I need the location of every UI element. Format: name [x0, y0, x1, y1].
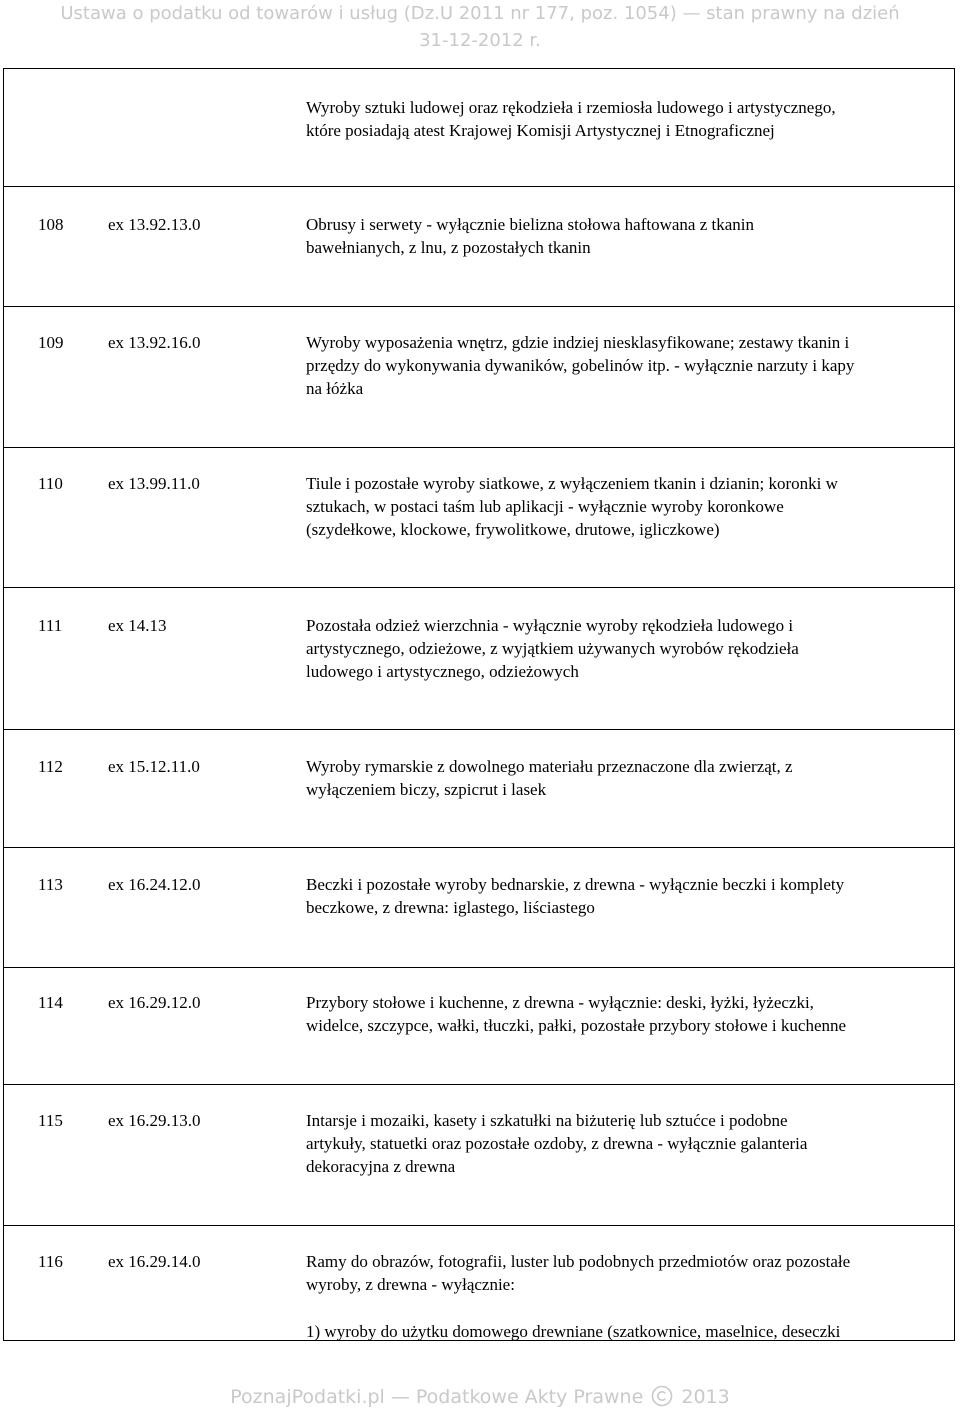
vat-table	[3, 68, 955, 1341]
row-code: ex 16.24.12.0	[108, 875, 201, 894]
row-code: ex 13.99.11.0	[108, 474, 200, 493]
row-code: ex 13.92.16.0	[108, 333, 201, 352]
row-number: 111	[38, 616, 63, 635]
document-header	[0, 0, 960, 54]
row-description: Beczki i pozostałe wyroby bednarskie, z drewna - wyłącznie beczki i komplety beczkowe, z drewna: iglastego, liściastego	[306, 875, 845, 917]
row-code: ex 16.29.14.0	[108, 1252, 201, 1271]
row-divider	[4, 1084, 954, 1085]
row-description: Intarsje i mozaiki, kasety i szkatułki na biżuterię lub sztućce i podobne artykuły, statuetki oraz pozostałe ozdoby, z drewna - wyłącznie galanteria dekoracyjna z drewna	[306, 1111, 808, 1176]
copyright-icon	[651, 1385, 673, 1407]
row-description: Wyroby rymarskie z dowolnego materiału przeznaczone dla zwierząt, z wyłączeniem biczy, szpicrut i lasek	[306, 757, 793, 799]
row-code: ex 13.92.13.0	[108, 215, 201, 234]
header-line-2: 31-12-2012 r.	[419, 30, 541, 51]
row-description: Obrusy i serwety - wyłącznie bielizna stołowa haftowana z tkanin bawełnianych, z lnu, z pozostałych tkanin	[306, 215, 754, 257]
row-divider	[4, 447, 954, 448]
row-divider	[4, 186, 954, 187]
row-number: 112	[38, 757, 63, 776]
footer-source: PoznajPodatki.pl — Podatkowe Akty Prawne	[230, 1386, 644, 1408]
row-description: Wyroby sztuki ludowej oraz rękodzieła i rzemiosła ludowego i artystycznego, które posiadają atest Krajowej Komisji Artystycznej i Etnograficznej	[306, 98, 836, 140]
row-divider	[4, 967, 954, 968]
row-divider	[4, 1225, 954, 1226]
row-extra-line: 1) wyroby do użytku domowego drewniane (szatkownice, maselnice, deseczki	[306, 1322, 841, 1341]
row-divider	[4, 306, 954, 307]
row-number: 108	[38, 215, 64, 234]
row-divider	[4, 587, 954, 588]
row-number: 115	[38, 1111, 63, 1130]
row-description: Przybory stołowe i kuchenne, z drewna - wyłącznie: deski, łyżki, łyżeczki, widelce, szczypce, wałki, tłuczki, pałki, pozostałe przybory stołowe i kuchenne	[306, 993, 847, 1035]
row-number: 110	[38, 474, 63, 493]
footer-year: 2013	[681, 1386, 730, 1408]
row-description: Pozostała odzież wierzchnia - wyłącznie wyroby rękodzieła ludowego i artystycznego, odzieżowe, z wyjątkiem używanych wyrobów rękodzieła ludowego i artystycznego, odzieżowych	[306, 616, 799, 681]
row-divider	[4, 729, 954, 730]
row-number: 116	[38, 1252, 63, 1271]
row-description: Tiule i pozostałe wyroby siatkowe, z wyłączeniem tkanin i dzianin; koronki w sztukach, w postaci taśm lub aplikacji - wyłącznie wyroby koronkowe (szydełkowe, klockowe, frywolitkowe, drutowe, igliczkowe)	[306, 474, 838, 539]
row-number: 109	[38, 333, 64, 352]
row-number: 113	[38, 875, 63, 894]
row-description: Ramy do obrazów, fotografii, luster lub podobnych przedmiotów oraz pozostałe wyroby, z drewna - wyłącznie:	[306, 1252, 851, 1294]
row-divider	[4, 847, 954, 848]
row-description: Wyroby wyposażenia wnętrz, gdzie indziej niesklasyfikowane; zestawy tkanin i przędzy do wykonywania dywaników, gobelinów itp. - wyłącznie narzuty i kapy na łóżka	[306, 333, 855, 398]
header-line-1: Ustawa o podatku od towarów i usług (Dz.U 2011 nr 177, poz. 1054) — stan prawny na dzień	[60, 3, 900, 24]
document-footer	[0, 1385, 960, 1408]
row-code: ex 16.29.13.0	[108, 1111, 201, 1130]
row-code: ex 14.13	[108, 616, 167, 635]
row-number: 114	[38, 993, 63, 1012]
row-code: ex 15.12.11.0	[108, 757, 200, 776]
row-code: ex 16.29.12.0	[108, 993, 201, 1012]
